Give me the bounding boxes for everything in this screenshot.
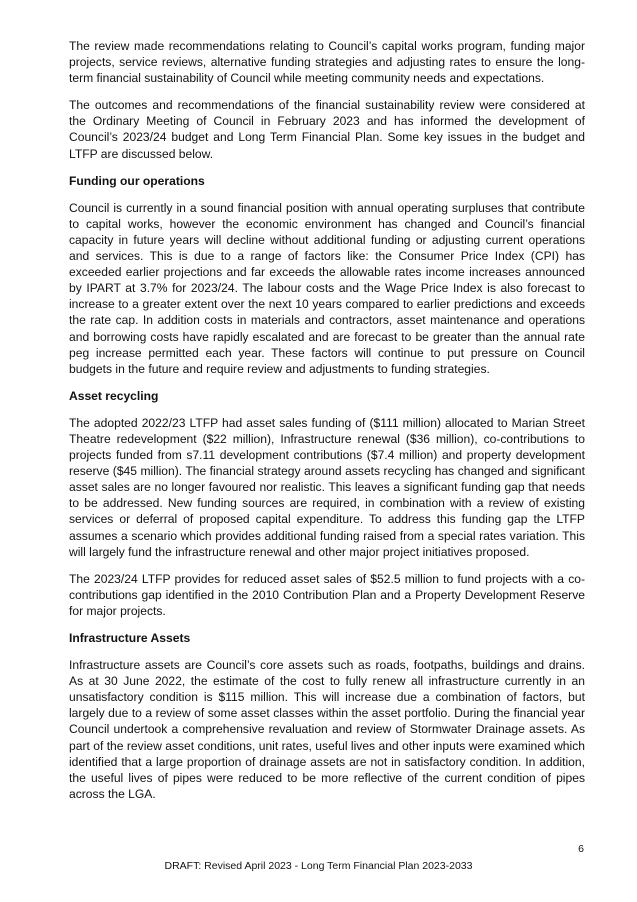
page-number: 6 xyxy=(578,843,584,855)
heading-infrastructure-assets: Infrastructure Assets xyxy=(69,631,191,645)
intro-paragraph-1: The review made recommendations relating to Council’s capital works program, funding major projects, service reviews, alternative funding strategies and adjusting rates to ensure the long-term financial sustainability of Council while meeting community needs and expectations. xyxy=(69,39,585,86)
asset-recycling-paragraph-2: The 2023/24 LTFP provides for reduced asset sales of $52.5 million to fund projects with a co-contributions gap identified in the 2010 Contribution Plan and a Property Development Reserve for major projects. xyxy=(69,571,585,618)
heading-asset-recycling: Asset recycling xyxy=(69,388,159,403)
heading-funding-operations: Funding our operations xyxy=(69,173,205,188)
document-body xyxy=(69,38,585,813)
page-footer: DRAFT: Revised April 2023 - Long Term Financial Plan 2023-2033 xyxy=(164,860,473,872)
asset-recycling-paragraph-1: The adopted 2022/23 LTFP had asset sales funding of ($111 million) allocated to Marian Street Theatre redevelopment ($22 million), Infrastructure renewal ($36 million), co-contributions to projects funded from s7.11 development contributions ($7.4 million) and property development reserve ($45 million). The financial strategy around assets recycling has changed and significant asset sales are no longer favoured nor realistic. This leaves a significant funding gap that needs to be addressed. New funding sources are required, in combination with a review of existing services or deferral of proposed capital expenditure. To address this funding gap the LTFP assumes a scenario which provides additional funding raised from a special rates variation. This will largely fund the infrastructure renewal and other major project initiatives proposed. xyxy=(69,415,585,559)
infrastructure-assets-paragraph: Infrastructure assets are Council’s core assets such as roads, footpaths, buildings and drains. As at 30 June 2022, the estimate of the cost to fully renew all infrastructure currently in an unsatisfactory condition is $115 million. This will increase due a combination of factors, but largely due to a review of some asset classes within the asset portfolio. During the financial year Council undertook a comprehensive revaluation and review of Stormwater Drainage assets. As part of the review asset conditions, unit rates, useful lives and other inputs were examined which identified that a large proportion of drainage assets are not in satisfactory condition. In addition, the useful lives of pipes were reduced to be more reflective of the current condition of pipes across the LGA. xyxy=(69,658,585,801)
funding-operations-paragraph: Council is currently in a sound financial position with annual operating surpluses that contribute to capital works, however the economic environment has changed and Council’s financial capacity in future years will decline without additional funding or adjusting current operations and services. This is due to a range of factors like: the Consumer Price Index (CPI) has exceeded earlier projections and far exceeds the allowable rates income increases announced by IPART at 3.7% for 2023/24. The labour costs and the Wage Price Index is also forecast to increase to a greater extent over the next 10 years compared to earlier predictions and exceeds the rate cap. In addition costs in materials and contractors, asset maintenance and operations and borrowing costs have rapidly escalated and are forecast to be greater than the annual rate peg increase permitted each year. These factors will continue to put pressure on Council budgets in the future and require review and adjustments to funding strategies. xyxy=(69,200,585,376)
intro-paragraph-2: The outcomes and recommendations of the financial sustainability review were considered at the Ordinary Meeting of Council in February 2023 and has informed the development of Council’s 2023/24 budget and Long Term Financial Plan. Some key issues in the budget and LTFP are discussed below. xyxy=(69,98,585,161)
